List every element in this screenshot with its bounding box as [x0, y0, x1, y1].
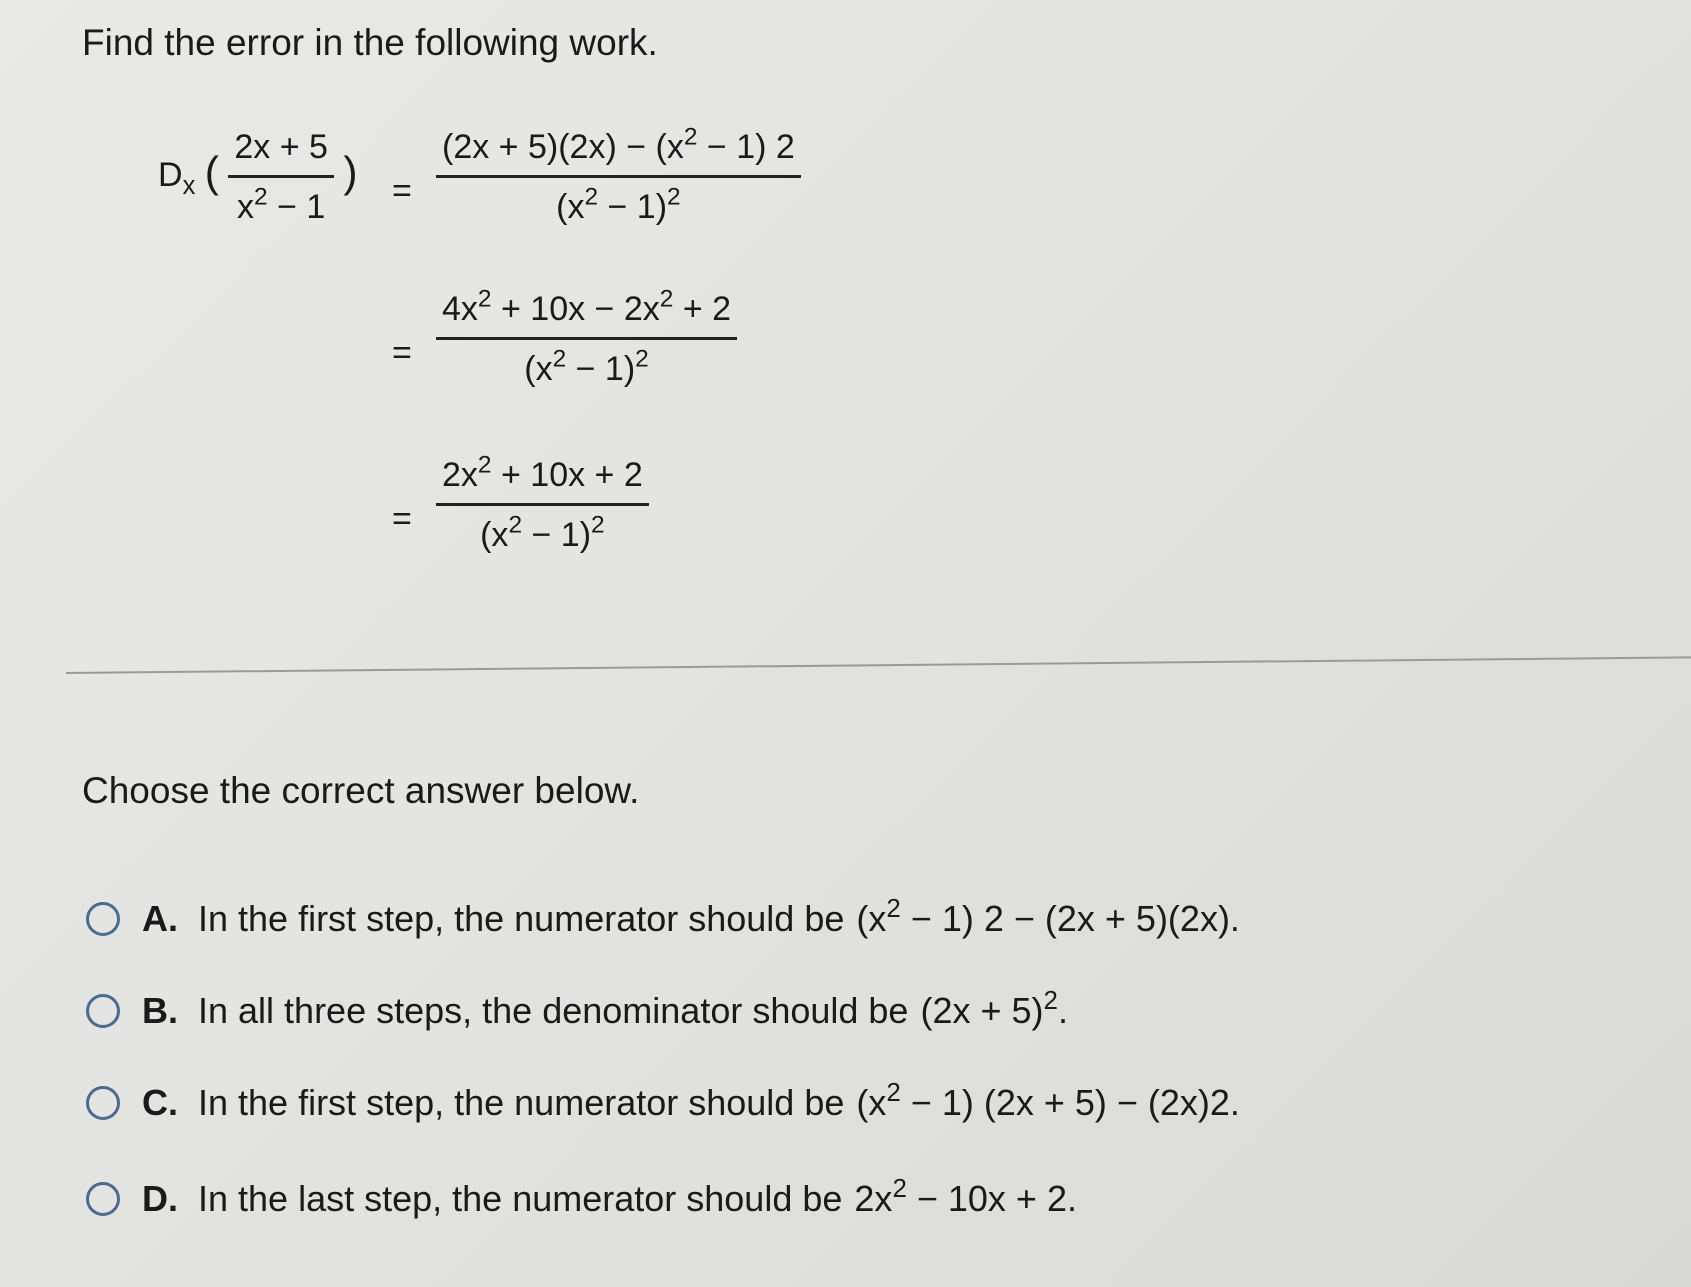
equals-sign: =	[392, 334, 412, 372]
answer-prompt: Choose the correct answer below.	[82, 770, 640, 811]
section-divider	[66, 656, 1691, 674]
option-d[interactable]: D. In the last step, the numerator should be $2x^2 - 10x + 2$.	[86, 1178, 1077, 1220]
option-b[interactable]: B. In all three steps, the denominator should be $(2x + 5)^2$.	[86, 990, 1068, 1032]
radio-button-c[interactable]	[86, 1086, 120, 1120]
radio-button-b[interactable]	[86, 994, 120, 1028]
step3-fraction: $\frac{2x^2 + 10x + 2}{(x^2 - 1)^2}$	[436, 456, 649, 555]
derivative-expression: $D_x$ ( $\frac{2x + 5}{x^2 - 1}$ )	[158, 128, 358, 226]
question-title: Find the error in the following work.	[82, 22, 658, 63]
radio-button-d[interactable]	[86, 1182, 120, 1216]
step2-fraction: $\frac{4x^2 + 10x - 2x^2 + 2}{(x^2 - 1)^2}$	[436, 290, 737, 389]
step1-fraction: $\frac{(2x + 5)(2x) - (x^2 - 1) 2}{(x^2 - 1)^2}$	[436, 128, 801, 227]
option-c[interactable]: C. In the first step, the numerator should be $(x^2 - 1) (2x + 5) - (2x)2$.	[86, 1082, 1240, 1124]
lhs-fraction: $\frac{2x + 5}{x^2 - 1}$	[228, 128, 334, 227]
radio-button-a[interactable]	[86, 902, 120, 936]
equals-sign: =	[392, 172, 412, 210]
option-a[interactable]: A. In the first step, the numerator should be $(x^2 - 1) 2 - (2x + 5)(2x)$.	[86, 898, 1240, 940]
equals-sign: =	[392, 500, 412, 538]
derivative-operator: $D_x$	[158, 156, 196, 201]
